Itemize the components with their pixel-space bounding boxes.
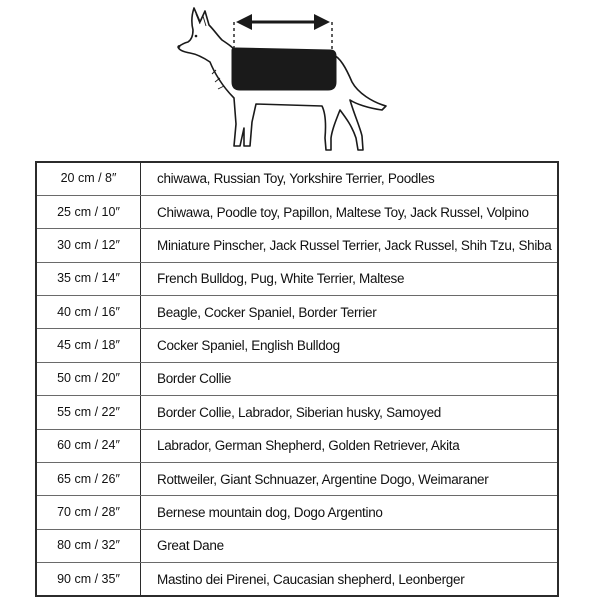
size-cell: 55 cm / 22″ xyxy=(36,396,141,429)
size-cell: 25 cm / 10″ xyxy=(36,195,141,228)
table-row xyxy=(36,529,558,562)
dog-measurement-illustration xyxy=(160,0,400,160)
breeds-cell: Labrador, German Shepherd, Golden Retriever, Akita xyxy=(141,429,559,462)
size-cell: 40 cm / 16″ xyxy=(36,296,141,329)
dog-eye xyxy=(195,35,198,38)
arrow-head-right-icon xyxy=(314,14,330,30)
size-chart-rows xyxy=(36,162,558,596)
table-row xyxy=(36,195,558,228)
breeds-cell: Beagle, Cocker Spaniel, Border Terrier xyxy=(141,296,559,329)
table-row xyxy=(36,362,558,395)
size-cell: 20 cm / 8″ xyxy=(36,162,141,195)
size-chart-table xyxy=(35,161,559,597)
table-row xyxy=(36,329,558,362)
size-cell: 65 cm / 26″ xyxy=(36,462,141,495)
size-cell: 30 cm / 12″ xyxy=(36,229,141,262)
dog-nose xyxy=(178,45,181,48)
table-row xyxy=(36,229,558,262)
breeds-cell: Border Collie, Labrador, Siberian husky, Samoyed xyxy=(141,396,559,429)
table-row xyxy=(36,563,558,597)
table-row xyxy=(36,462,558,495)
size-cell: 70 cm / 28″ xyxy=(36,496,141,529)
breeds-cell: Great Dane xyxy=(141,529,559,562)
table-row xyxy=(36,162,558,195)
breeds-cell: Rottweiler, Giant Schnuazer, Argentine Dogo, Weimaraner xyxy=(141,462,559,495)
breeds-cell: Miniature Pinscher, Jack Russel Terrier, Jack Russel, Shih Tzu, Shiba xyxy=(141,229,559,262)
dog-coat xyxy=(232,48,336,90)
breeds-cell: chiwawa, Russian Toy, Yorkshire Terrier, Poodles xyxy=(141,162,559,195)
table-row xyxy=(36,262,558,295)
breeds-cell: Mastino dei Pirenei, Caucasian shepherd, Leonberger xyxy=(141,563,559,597)
table-row xyxy=(36,396,558,429)
size-cell: 80 cm / 32″ xyxy=(36,529,141,562)
breeds-cell: French Bulldog, Pug, White Terrier, Maltese xyxy=(141,262,559,295)
table-row xyxy=(36,496,558,529)
breeds-cell: Border Collie xyxy=(141,362,559,395)
table-row xyxy=(36,296,558,329)
size-cell: 45 cm / 18″ xyxy=(36,329,141,362)
size-cell: 90 cm / 35″ xyxy=(36,563,141,597)
size-cell: 60 cm / 24″ xyxy=(36,429,141,462)
size-cell: 35 cm / 14″ xyxy=(36,262,141,295)
table-row xyxy=(36,429,558,462)
breeds-cell: Cocker Spaniel, English Bulldog xyxy=(141,329,559,362)
breeds-cell: Bernese mountain dog, Dogo Argentino xyxy=(141,496,559,529)
arrow-head-left-icon xyxy=(236,14,252,30)
dog-silhouette-measurement-icon xyxy=(160,0,400,160)
size-cell: 50 cm / 20″ xyxy=(36,362,141,395)
breeds-cell: Chiwawa, Poodle toy, Papillon, Maltese Toy, Jack Russel, Volpino xyxy=(141,195,559,228)
